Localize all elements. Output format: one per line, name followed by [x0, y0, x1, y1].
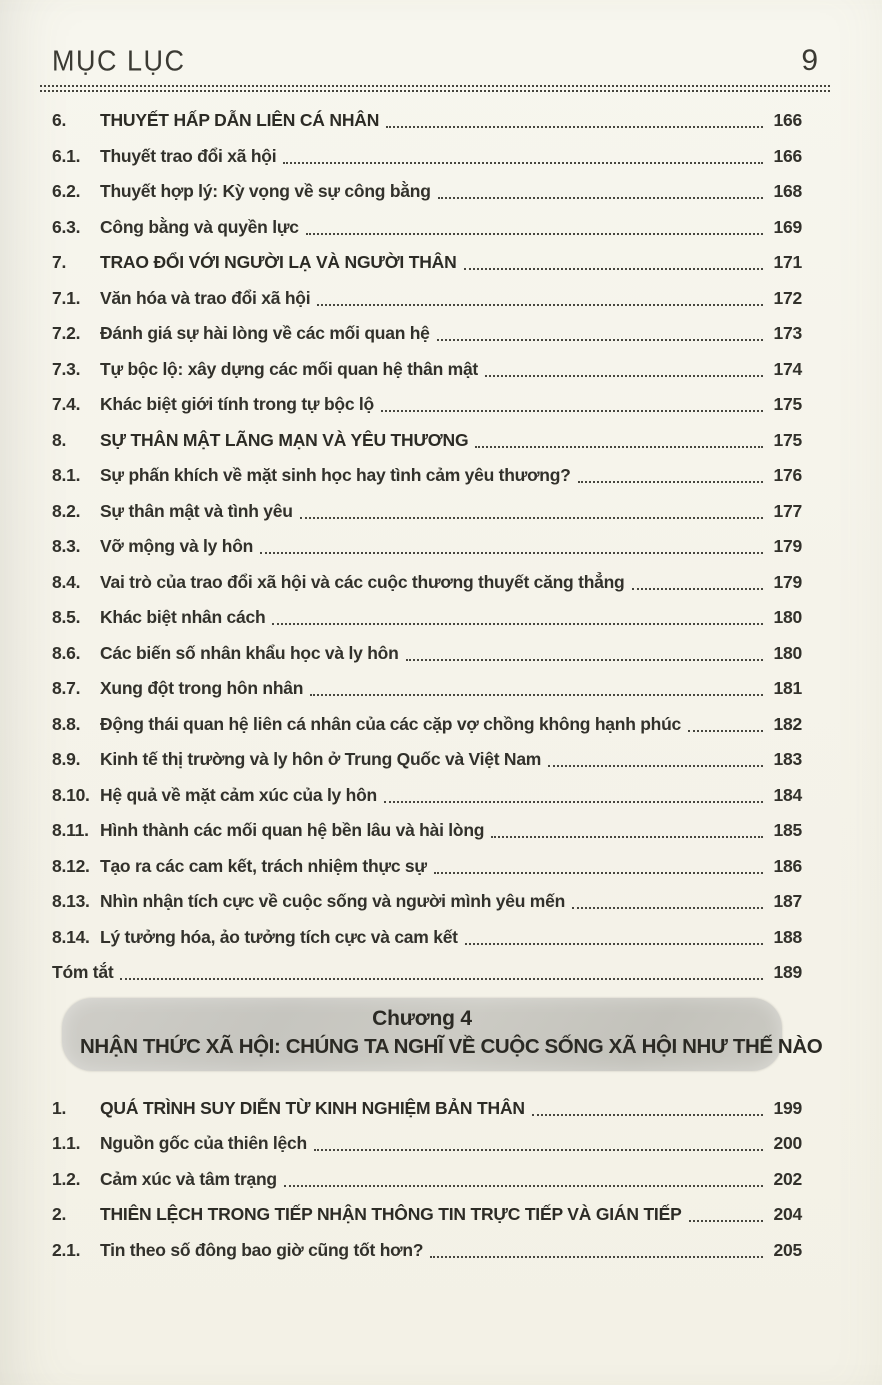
- leader-dots: [260, 552, 763, 554]
- toc-entry-page: 202: [773, 1168, 802, 1189]
- toc-entry-title: THUYẾT HẤP DẪN LIÊN CÁ NHÂN: [100, 110, 380, 130]
- toc-entry-number: 2.: [52, 1204, 67, 1224]
- leader-dots: [314, 1149, 763, 1151]
- toc-entry-page: 173: [773, 323, 802, 343]
- leader-dots: [300, 517, 763, 519]
- leader-dots: [572, 907, 763, 909]
- toc-entry-page: 175: [773, 429, 802, 450]
- toc-entry-title: Thuyết trao đổi xã hội: [100, 145, 277, 166]
- toc-entry-number: 8.: [52, 429, 67, 450]
- toc-entry-number: 7.3.: [52, 358, 81, 379]
- leader-dots: [688, 730, 763, 732]
- leader-dots: [465, 943, 763, 945]
- toc-entry-number: 1.: [52, 1097, 67, 1118]
- toc-entry: [52, 146, 802, 168]
- toc-entry-page: 180: [773, 607, 802, 627]
- leader-dots: [120, 978, 763, 980]
- leader-dots: [438, 197, 763, 199]
- chapter-number: Chương 4: [372, 1006, 472, 1030]
- toc-entry: [52, 288, 802, 310]
- toc-entry-title: Sự phấn khích về mặt sinh học hay tình cảm yêu thương?: [100, 465, 571, 485]
- header-divider: [40, 85, 830, 92]
- toc-group: [52, 430, 802, 985]
- toc-entry-page: 184: [773, 784, 802, 805]
- toc-entry: [52, 572, 802, 594]
- toc-entry: [52, 430, 802, 452]
- toc-entry: [52, 785, 802, 807]
- toc-entry-page: 166: [773, 110, 802, 130]
- toc-entry-title: Hình thành các mối quan hệ bền lâu và hài lòng: [100, 820, 485, 840]
- leader-dots: [381, 410, 763, 412]
- toc-entry-page: 177: [773, 500, 802, 521]
- toc-entry-number: 7.1.: [52, 287, 81, 308]
- toc-entry-page: 183: [773, 749, 802, 769]
- toc-section-top: [52, 110, 802, 984]
- toc-entry: [52, 891, 802, 913]
- toc-entry: [52, 749, 802, 771]
- toc-entry-page: 204: [773, 1204, 802, 1224]
- toc-entry-title: Tóm tắt: [52, 962, 114, 982]
- toc-entry: [52, 927, 802, 949]
- toc-entry: [52, 501, 802, 523]
- toc-entry: [52, 181, 802, 203]
- toc-entry-number: 8.5.: [52, 607, 81, 627]
- toc-entry-page: 168: [773, 181, 802, 201]
- toc-entry-title: Khác biệt nhân cách: [100, 607, 266, 627]
- toc-entry-number: 6.2.: [52, 181, 81, 201]
- toc-entry-title: Tin theo số đông bao giờ cũng tốt hơn?: [100, 1239, 424, 1260]
- toc-entry: [52, 323, 802, 345]
- leader-dots: [386, 126, 763, 128]
- toc-entry-title: TRAO ĐỔI VỚI NGƯỜI LẠ VÀ NGƯỜI THÂN: [100, 252, 457, 272]
- toc-entry-page: 179: [773, 571, 802, 592]
- toc-entry-page: 205: [773, 1239, 802, 1260]
- toc-entry-page: 179: [773, 536, 802, 556]
- toc-entry-number: 8.2.: [52, 500, 81, 521]
- toc-entry-title: SỰ THÂN MẬT LÃNG MẠN VÀ YÊU THƯƠNG: [100, 429, 469, 450]
- toc-entry-title: THIÊN LỆCH TRONG TIẾP NHẬN THÔNG TIN TRỰC TIẾP VÀ GIÁN TIẾP: [100, 1204, 682, 1224]
- toc-entry: [52, 714, 802, 736]
- toc-entry-title: Tạo ra các cam kết, trách nhiệm thực sự: [100, 855, 427, 876]
- leader-dots: [491, 836, 763, 838]
- toc-entry-title: Công bằng và quyền lực: [100, 216, 299, 237]
- leader-dots: [317, 304, 763, 306]
- leader-dots: [578, 481, 763, 483]
- leader-dots: [689, 1220, 763, 1222]
- leader-dots: [272, 623, 763, 625]
- leader-dots: [310, 694, 763, 696]
- toc-entry-number: 8.8.: [52, 713, 81, 734]
- leader-dots: [475, 446, 763, 448]
- toc-entry-page: 187: [773, 891, 802, 911]
- toc-entry-page: 186: [773, 855, 802, 876]
- leader-dots: [283, 162, 763, 164]
- toc-entry: [52, 1240, 802, 1262]
- toc-entry: [52, 1169, 802, 1191]
- toc-entry-number: 1.2.: [52, 1168, 81, 1189]
- leader-dots: [434, 872, 763, 874]
- toc-entry-title: Đánh giá sự hài lòng về các mối quan hệ: [100, 323, 430, 343]
- toc-entry: [52, 1133, 802, 1155]
- toc-entry-number: 8.14.: [52, 926, 90, 947]
- page-header: [52, 44, 818, 78]
- toc-entry-number: 7.: [52, 252, 67, 272]
- chapter-banner: [62, 998, 823, 1071]
- toc-entry-page: 171: [773, 252, 802, 272]
- toc-entry: [52, 856, 802, 878]
- leader-dots: [430, 1256, 763, 1258]
- toc-group: [52, 252, 802, 416]
- toc-entry-number: 8.13.: [52, 891, 90, 911]
- toc-entry-number: 7.4.: [52, 394, 81, 414]
- toc-entry-page: 172: [773, 287, 802, 308]
- toc-entry-page: 166: [773, 145, 802, 166]
- toc-entry-number: 7.2.: [52, 323, 81, 343]
- toc-entry: [52, 536, 802, 558]
- toc-entry-number: 8.1.: [52, 465, 81, 485]
- toc-entry-title: Động thái quan hệ liên cá nhân của các cặp vợ chồng không hạnh phúc: [100, 713, 682, 734]
- toc-section-bottom: [52, 1098, 802, 1262]
- toc-entry-number: 2.1.: [52, 1239, 81, 1260]
- toc-entry: [52, 1204, 802, 1226]
- toc-entry: [52, 252, 802, 274]
- toc-entry: [52, 1098, 802, 1120]
- toc-entry-title: Lý tưởng hóa, ảo tưởng tích cực và cam kết: [100, 926, 458, 947]
- toc-group: [52, 110, 802, 239]
- toc-entry-title: Tự bộc lộ: xây dựng các mối quan hệ thân mật: [100, 358, 479, 379]
- toc-entry: [52, 820, 802, 842]
- leader-dots: [406, 659, 763, 661]
- leader-dots: [532, 1114, 763, 1116]
- toc-entry-title: Các biến số nhân khẩu học và ly hôn: [100, 642, 399, 663]
- toc-entry-number: 8.9.: [52, 749, 81, 769]
- toc-entry-title: QUÁ TRÌNH SUY DIỄN TỪ KINH NGHIỆM BẢN THÂN: [100, 1097, 525, 1118]
- leader-dots: [284, 1185, 763, 1187]
- toc-entry-title: Nguồn gốc của thiên lệch: [100, 1133, 307, 1153]
- toc-entry: [52, 607, 802, 629]
- toc-entry-number: 8.3.: [52, 536, 81, 556]
- toc-entry-number: 8.7.: [52, 678, 81, 698]
- toc-entry-number: 8.11.: [52, 820, 89, 840]
- leader-dots: [632, 588, 764, 590]
- toc-entry-page: 182: [773, 713, 802, 734]
- toc-entry-title: Thuyết hợp lý: Kỳ vọng về sự công bằng: [100, 181, 431, 201]
- toc-entry-title: Khác biệt giới tính trong tự bộc lộ: [100, 394, 374, 414]
- toc-entry-number: 1.1.: [52, 1133, 81, 1153]
- toc-entry: [52, 110, 802, 132]
- toc-entry-title: Sự thân mật và tình yêu: [100, 500, 293, 521]
- leader-dots: [384, 801, 763, 803]
- toc-entry-page: 180: [773, 642, 802, 663]
- toc-entry: [52, 394, 802, 416]
- toc-entry-number: 6.3.: [52, 216, 81, 237]
- toc-entry-page: 199: [773, 1097, 802, 1118]
- toc-entry-title: Kinh tế thị trường và ly hôn ở Trung Quốc và Việt Nam: [100, 749, 542, 769]
- page-title: MỤC LỤC: [52, 45, 186, 77]
- toc-entry-title: Nhìn nhận tích cực về cuộc sống và người mình yêu mến: [100, 891, 566, 911]
- leader-dots: [548, 765, 763, 767]
- toc-entry-page: 181: [773, 678, 802, 698]
- toc-entry-title: Vai trò của trao đổi xã hội và các cuộc thương thuyết căng thẳng: [100, 571, 625, 592]
- toc-entry: [52, 678, 802, 700]
- toc-entry-number: 8.12.: [52, 855, 90, 876]
- toc-entry-number: 6.1.: [52, 145, 81, 166]
- toc-entry: [52, 643, 802, 665]
- toc-group: [52, 1098, 802, 1191]
- leader-dots: [306, 233, 763, 235]
- toc-entry-page: 169: [773, 216, 802, 237]
- leader-dots: [464, 268, 763, 270]
- toc-entry-number: 8.6.: [52, 642, 81, 663]
- toc-entry-page: 176: [773, 465, 802, 485]
- toc-entry-page: 185: [773, 820, 802, 840]
- toc-entry-page: 175: [773, 394, 802, 414]
- toc-entry-page: 189: [773, 962, 802, 982]
- leader-dots: [437, 339, 763, 341]
- toc-entry: [52, 217, 802, 239]
- toc-entry-number: 8.10.: [52, 784, 90, 805]
- toc-entry-title: Xung đột trong hôn nhân: [100, 678, 304, 698]
- chapter-title: NHẬN THỨC XÃ HỘI: CHÚNG TA NGHĨ VỀ CUỘC SỐNG XÃ HỘI NHƯ THẾ NÀO: [80, 1034, 823, 1058]
- toc-entry: [52, 359, 802, 381]
- leader-dots: [485, 375, 763, 377]
- toc-entry-page: 188: [773, 926, 802, 947]
- toc-entry-page: 174: [773, 358, 802, 379]
- page-number: 9: [801, 44, 818, 77]
- toc-entry-title: Hệ quả về mặt cảm xúc của ly hôn: [100, 784, 377, 805]
- toc-entry-number: 8.4.: [52, 571, 81, 592]
- toc-entry-title: Văn hóa và trao đổi xã hội: [100, 287, 311, 308]
- toc-entry: [52, 962, 802, 984]
- toc-entry-page: 200: [773, 1133, 802, 1153]
- toc-entry: [52, 465, 802, 487]
- toc-entry-title: Vỡ mộng và ly hôn: [100, 536, 254, 556]
- toc-group: [52, 1204, 802, 1262]
- toc-entry-title: Cảm xúc và tâm trạng: [100, 1168, 277, 1189]
- toc-entry-number: 6.: [52, 110, 67, 130]
